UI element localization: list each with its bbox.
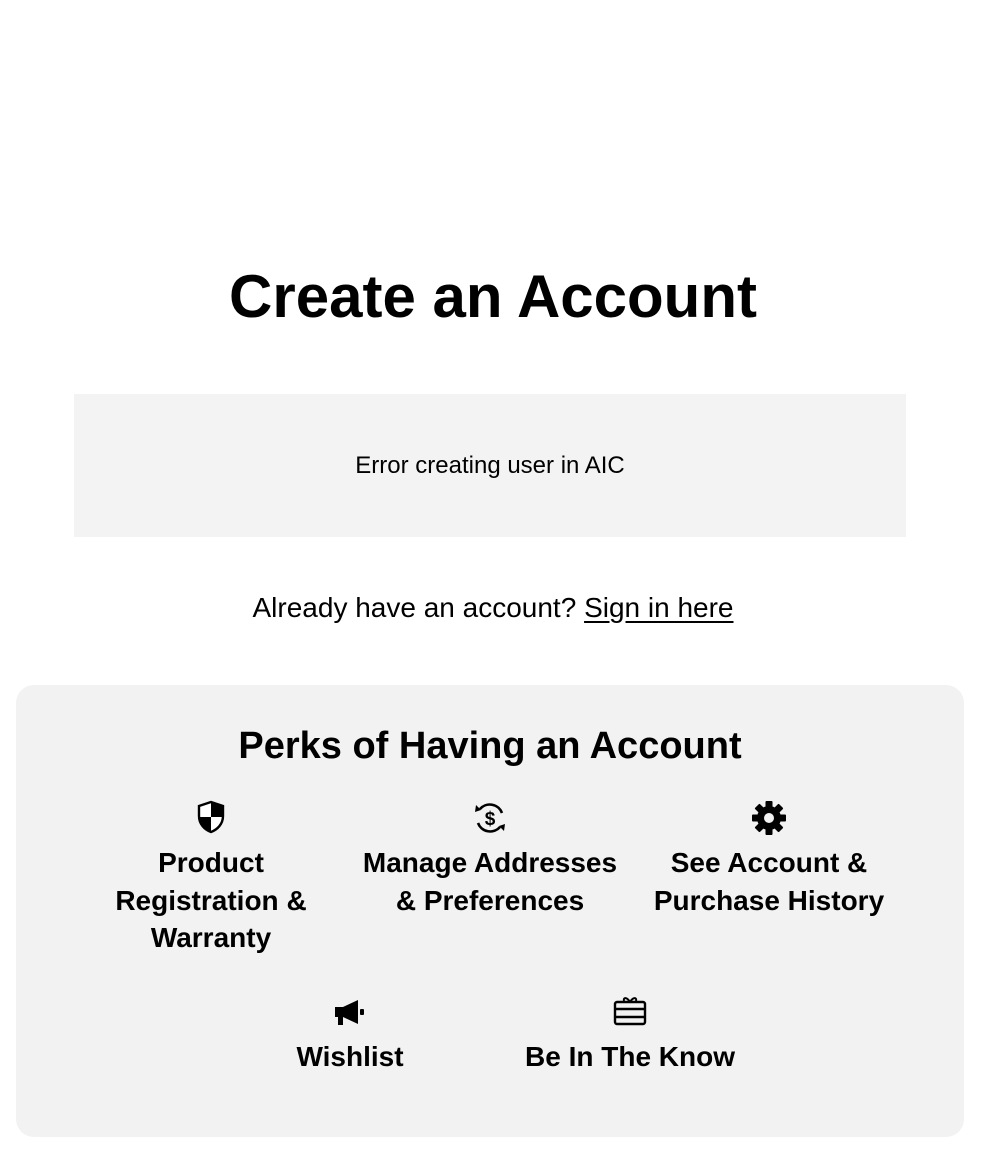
perk-label: See Account & Purchase History [653, 847, 885, 916]
perk-label: Product Registration & Warranty [115, 847, 307, 953]
shield-icon [101, 800, 321, 836]
signin-prompt [0, 589, 986, 627]
error-message: Error creating user in AIC [355, 451, 625, 479]
perk-account-history [646, 800, 892, 919]
perk-label: Be In The Know [525, 1041, 735, 1072]
dollar-refresh-icon [350, 800, 630, 836]
perk-label: Wishlist [296, 1041, 404, 1072]
svg-text:$: $ [484, 809, 496, 830]
gift-card-icon [510, 994, 750, 1030]
perk-manage-addresses [350, 800, 630, 919]
sign-in-link[interactable]: Sign in here [584, 592, 734, 623]
gear-icon [646, 800, 892, 836]
perk-be-in-the-know [510, 994, 750, 1076]
perk-product-registration [101, 800, 321, 957]
error-message-box [74, 394, 906, 537]
perks-card [16, 685, 964, 1137]
signin-prompt-text: Already have an account? [252, 592, 577, 623]
perks-title: Perks of Having an Account [238, 725, 742, 767]
perk-label: Manage Addresses & Preferences [362, 847, 618, 916]
megaphone-icon [280, 994, 420, 1030]
perk-wishlist [280, 994, 420, 1076]
page-title: Create an Account [229, 263, 757, 330]
